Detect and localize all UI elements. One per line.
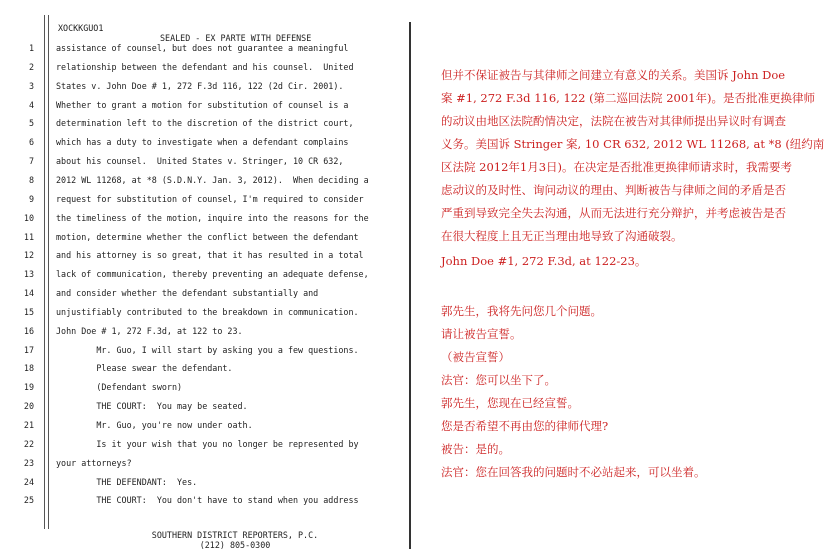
line-number: 23 <box>23 458 34 468</box>
line-number: 17 <box>23 345 34 355</box>
line-number: 5 <box>28 118 34 128</box>
line-number: 9 <box>28 194 34 204</box>
transcript-line: the timeliness of the motion, inquire into the reasons for the <box>56 213 369 223</box>
line-number: 19 <box>23 382 34 392</box>
transcript-line: States v. John Doe # 1, 272 F.3d 116, 122 (2d Cir. 2001). <box>56 81 344 91</box>
line-number: 12 <box>23 250 34 260</box>
transcript-line: relationship between the defendant and his counsel. United <box>56 62 354 72</box>
transcript-line: THE COURT: You don't have to stand when you address <box>56 495 359 505</box>
line-number: 6 <box>28 137 34 147</box>
transcript-line: your attorneys? <box>56 458 132 468</box>
transcript-line: Whether to grant a motion for substitution of counsel is a <box>56 100 349 110</box>
transcript-line: (Defendant sworn) <box>56 382 183 392</box>
translation-line: 的动议由地区法院酌情决定，法院在被告对其律师提出异议时有调查 <box>441 114 786 128</box>
transcript-line: unjustifiably contributed to the breakdown in communication. <box>56 307 359 317</box>
translation-line: 被告：是的。 <box>441 442 510 456</box>
line-number: 10 <box>23 213 34 223</box>
translation-line: 严重到导致完全失去沟通，从而无法进行充分辩护，并考虑被告是否 <box>441 206 786 220</box>
transcript-line: Please swear the defendant. <box>56 363 233 373</box>
transcript-page <box>0 0 410 549</box>
transcript-line: assistance of counsel, but does not guarantee a meaningful <box>56 43 349 53</box>
case-id: XOCKKGUO1 <box>58 23 104 33</box>
line-number: 24 <box>23 477 34 487</box>
translation-panel <box>411 0 828 549</box>
line-number: 1 <box>28 43 34 53</box>
transcript-line: THE DEFENDANT: Yes. <box>56 477 198 487</box>
seal-notice: SEALED - EX PARTE WITH DEFENSE <box>160 33 312 43</box>
reporter-footer <box>110 530 360 550</box>
translation-line: 虑动议的及时性、询问动议的理由、判断被告与律师之间的矛盾是否 <box>441 183 786 197</box>
line-number: 21 <box>23 420 34 430</box>
translation-line: 义务。美国诉 Stringer 案, 10 CR 632, 2012 WL 11268, at *8 (纽约南 <box>441 137 825 151</box>
line-number: 4 <box>28 100 34 110</box>
translation-line: 法官：您在回答我的问题时不必站起来，可以坐着。 <box>441 465 706 479</box>
line-number: 11 <box>23 232 34 242</box>
line-number: 20 <box>23 401 34 411</box>
transcript-line: John Doe # 1, 272 F.3d, at 122 to 23. <box>56 326 243 336</box>
transcript-line: 2012 WL 11268, at *8 (S.D.N.Y. Jan. 3, 2012). When deciding a <box>56 175 369 185</box>
transcript-line: motion, determine whether the conflict between the defendant <box>56 232 359 242</box>
translation-line: 请让被告宣誓。 <box>441 327 522 341</box>
transcript-line: THE COURT: You may be seated. <box>56 401 248 411</box>
transcript-line: request for substitution of counsel, I'm required to consider <box>56 194 364 204</box>
line-number: 14 <box>23 288 34 298</box>
line-number: 18 <box>23 363 34 373</box>
line-number: 8 <box>28 175 34 185</box>
margin-rule-right <box>48 15 49 529</box>
translation-line: 案 #1, 272 F.3d 116, 122 (第二巡回法院 2001年)。是否批准更换律师 <box>441 91 815 105</box>
transcript-line: which has a duty to investigate when a defendant complains <box>56 137 349 147</box>
line-number: 7 <box>28 156 34 166</box>
translation-line: 但并不保证被告与其律师之间建立有意义的关系。美国诉 John Doe <box>441 68 786 82</box>
transcript-line: and consider whether the defendant substantially and <box>56 288 319 298</box>
translation-line: 区法院 2012年1月3日)。在决定是否批准更换律师请求时，我需要考 <box>441 160 793 174</box>
transcript-line: about his counsel. United States v. Stringer, 10 CR 632, <box>56 156 344 166</box>
translation-line: 在很大程度上且无正当理由地导致了沟通破裂。 <box>441 229 683 243</box>
translation-line: 郭先生，我将先问您几个问题。 <box>441 304 602 318</box>
translation-line: John Doe #1, 272 F.3d, at 122-23。 <box>441 254 647 268</box>
translation-line: （被告宣誓） <box>441 350 510 364</box>
line-number: 16 <box>23 326 34 336</box>
line-number: 15 <box>23 307 34 317</box>
translation-line: 您是否希望不再由您的律师代理? <box>441 419 609 433</box>
margin-rule-left <box>44 15 45 529</box>
reporter-name: SOUTHERN DISTRICT REPORTERS, P.C. <box>151 530 319 540</box>
line-number: 22 <box>23 439 34 449</box>
transcript-line: Mr. Guo, you're now under oath. <box>56 420 253 430</box>
translation-line: 法官：您可以坐下了。 <box>441 373 556 387</box>
line-number: 13 <box>23 269 34 279</box>
translation-line: 郭先生，您现在已经宣誓。 <box>441 396 579 410</box>
transcript-line: Is it your wish that you no longer be represented by <box>56 439 359 449</box>
line-number: 2 <box>28 62 34 72</box>
transcript-line: and his attorney is so great, that it has resulted in a total <box>56 250 364 260</box>
transcript-line: determination left to the discretion of the district court, <box>56 118 354 128</box>
reporter-phone: (212) 805-0300 <box>199 540 271 550</box>
line-number: 25 <box>23 495 34 505</box>
transcript-line: lack of communication, thereby preventing an adequate defense, <box>56 269 369 279</box>
line-number: 3 <box>28 81 34 91</box>
transcript-line: Mr. Guo, I will start by asking you a few questions. <box>56 345 359 355</box>
